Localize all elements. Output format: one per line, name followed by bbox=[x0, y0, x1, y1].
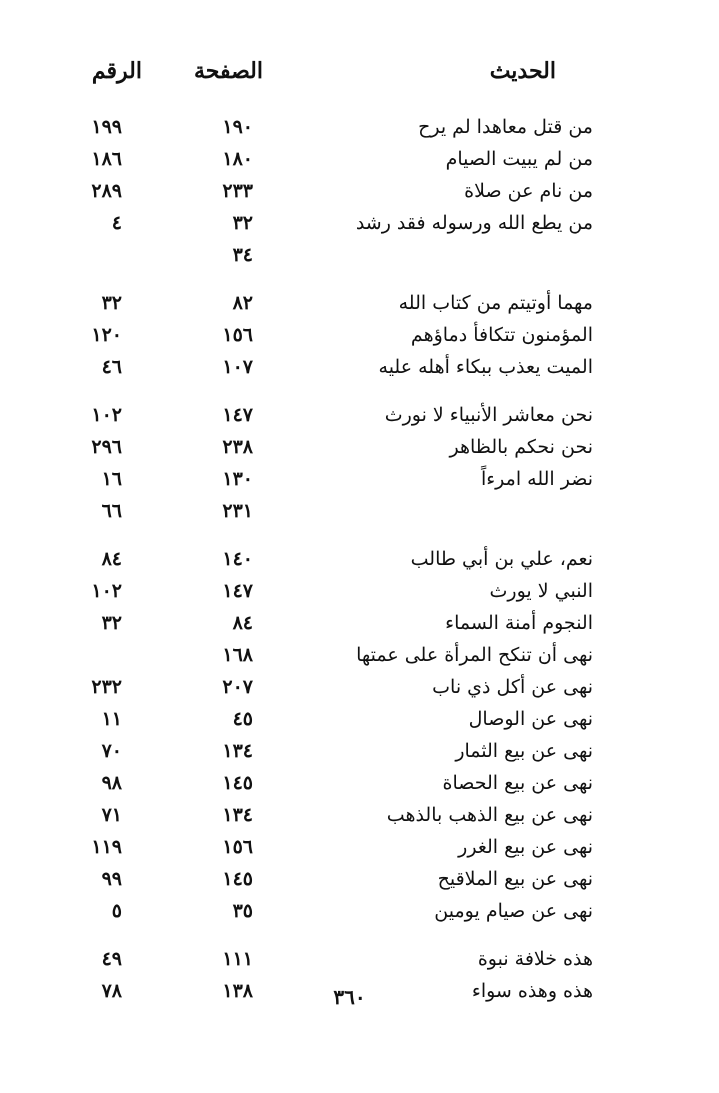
table-row bbox=[0, 176, 719, 208]
header-hadith: الحديث bbox=[489, 58, 556, 84]
page-ref: ١٦٨ bbox=[222, 644, 253, 666]
page-ref: ١٥٦ bbox=[222, 324, 253, 346]
page-number: ٣٦٠ bbox=[333, 985, 366, 1009]
hadith-number: ١٦ bbox=[101, 468, 122, 490]
hadith-number: ٣٢ bbox=[101, 292, 122, 314]
hadith-text: من نام عن صلاة bbox=[464, 180, 593, 202]
hadith-number: ٢٩٦ bbox=[91, 436, 122, 458]
table-row bbox=[0, 864, 719, 896]
hadith-number: ١٠٢ bbox=[91, 404, 122, 426]
page-ref: ٢٣١ bbox=[222, 500, 253, 522]
page-ref: ١٣٨ bbox=[222, 980, 253, 1002]
hadith-text: من قتل معاهدا لم يرح bbox=[418, 116, 593, 138]
table-row bbox=[0, 736, 719, 768]
hadith-text: نهى عن بيع الغرر bbox=[458, 836, 593, 858]
table-row bbox=[0, 800, 719, 832]
hadith-text: من يطع الله ورسوله فقد رشد bbox=[355, 212, 593, 234]
page-ref: ١٣٠ bbox=[222, 468, 253, 490]
page-ref: ١٣٤ bbox=[222, 804, 253, 826]
hadith-number: ٥ bbox=[111, 900, 122, 922]
hadith-text: نعم، علي بن أبي طالب bbox=[410, 548, 593, 570]
table-row bbox=[0, 832, 719, 864]
hadith-number: ٧٠ bbox=[101, 740, 122, 762]
hadith-text: المؤمنون تتكافأ دماؤهم bbox=[410, 324, 593, 346]
hadith-text: الميت يعذب ببكاء أهله عليه bbox=[378, 356, 593, 378]
hadith-number: ١٩٩ bbox=[91, 116, 122, 138]
hadith-text: نهى أن تنكح المرأة على عمتها bbox=[356, 644, 593, 666]
hadith-number: ٢٨٩ bbox=[91, 180, 122, 202]
table-row bbox=[0, 640, 719, 672]
page-ref: ١٩٠ bbox=[222, 116, 253, 138]
hadith-number: ٩٨ bbox=[101, 772, 122, 794]
table-row bbox=[0, 608, 719, 640]
table-row bbox=[0, 144, 719, 176]
hadith-text: نهى عن بيع الحصاة bbox=[442, 772, 593, 794]
hadith-number: ٤٩ bbox=[101, 948, 122, 970]
page-ref: ٨٤ bbox=[232, 612, 253, 634]
page-ref: ٣٤ bbox=[232, 244, 253, 266]
table-row bbox=[0, 944, 719, 976]
hadith-text: النجوم أمنة السماء bbox=[445, 612, 593, 634]
hadith-number: ٢٣٢ bbox=[91, 676, 122, 698]
hadith-number: ٧٨ bbox=[101, 980, 122, 1002]
table-row bbox=[0, 208, 719, 240]
table-row bbox=[0, 320, 719, 352]
page-ref: ١٨٠ bbox=[222, 148, 253, 170]
page-ref: ١٥٦ bbox=[222, 836, 253, 858]
page-ref: ١١١ bbox=[222, 948, 253, 970]
page-ref: ١٤٠ bbox=[222, 548, 253, 570]
hadith-number: ٧١ bbox=[101, 804, 122, 826]
hadith-text: نحن معاشر الأنبياء لا نورث bbox=[384, 404, 593, 426]
table-row bbox=[0, 400, 719, 432]
hadith-text: هذه خلافة نبوة bbox=[477, 948, 593, 970]
hadith-text: نهى عن صيام يومين bbox=[434, 900, 593, 922]
hadith-number: ٤٦ bbox=[101, 356, 122, 378]
table-row bbox=[0, 576, 719, 608]
hadith-number: ٨٤ bbox=[101, 548, 122, 570]
table-row bbox=[0, 432, 719, 464]
hadith-text: نهى عن الوصال bbox=[468, 708, 593, 730]
page-ref: ٢٣٣ bbox=[222, 180, 253, 202]
table-row bbox=[0, 112, 719, 144]
hadith-number: ١٨٦ bbox=[91, 148, 122, 170]
hadith-number: ١١ bbox=[101, 708, 122, 730]
hadith-text: نحن نحكم بالظاهر bbox=[449, 436, 593, 458]
hadith-text: هذه وهذه سواء bbox=[471, 980, 593, 1002]
page-ref: ٣٢ bbox=[232, 212, 253, 234]
page-ref: ١٤٧ bbox=[222, 580, 253, 602]
page-ref: ٢٠٧ bbox=[222, 676, 253, 698]
page-ref: ١٣٤ bbox=[222, 740, 253, 762]
table-row bbox=[0, 768, 719, 800]
table-row bbox=[0, 544, 719, 576]
hadith-text: مهما أوتيتم من كتاب الله bbox=[398, 292, 593, 314]
page-ref: ٤٥ bbox=[232, 708, 253, 730]
table-row bbox=[0, 704, 719, 736]
page-ref: ١٤٥ bbox=[222, 868, 253, 890]
page-ref: ١٠٧ bbox=[222, 356, 253, 378]
hadith-text: نهى عن أكل ذي ناب bbox=[432, 676, 593, 698]
hadith-number: ٦٦ bbox=[101, 500, 122, 522]
page-ref: ١٤٧ bbox=[222, 404, 253, 426]
hadith-number: ٤ bbox=[111, 212, 122, 234]
table-row bbox=[0, 288, 719, 320]
hadith-text: نهى عن بيع الثمار bbox=[455, 740, 593, 762]
header-page: الصفحة bbox=[193, 58, 263, 84]
hadith-number: ٣٢ bbox=[101, 612, 122, 634]
hadith-number: ١٠٢ bbox=[91, 580, 122, 602]
table-row bbox=[0, 496, 719, 528]
page-ref: ٨٢ bbox=[232, 292, 253, 314]
page-ref: ٣٥ bbox=[232, 900, 253, 922]
hadith-text: نهى عن بيع الملاقيح bbox=[437, 868, 593, 890]
table-row bbox=[0, 240, 719, 272]
hadith-text: نهى عن بيع الذهب بالذهب bbox=[386, 804, 593, 826]
table-row bbox=[0, 352, 719, 384]
header-number: الرقم bbox=[91, 58, 142, 84]
hadith-number: ٩٩ bbox=[101, 868, 122, 890]
hadith-text: النبي لا يورث bbox=[489, 580, 593, 602]
page-ref: ٢٣٨ bbox=[222, 436, 253, 458]
table-row bbox=[0, 672, 719, 704]
table-row bbox=[0, 896, 719, 928]
page-ref: ١٤٥ bbox=[222, 772, 253, 794]
table-row bbox=[0, 464, 719, 496]
hadith-text: من لم يبيت الصيام bbox=[445, 148, 593, 170]
index-table bbox=[0, 112, 719, 1008]
table-header bbox=[0, 58, 719, 98]
hadith-text: نضر الله امرءاً bbox=[480, 468, 593, 490]
hadith-number: ١١٩ bbox=[91, 836, 122, 858]
hadith-number: ١٢٠ bbox=[91, 324, 122, 346]
